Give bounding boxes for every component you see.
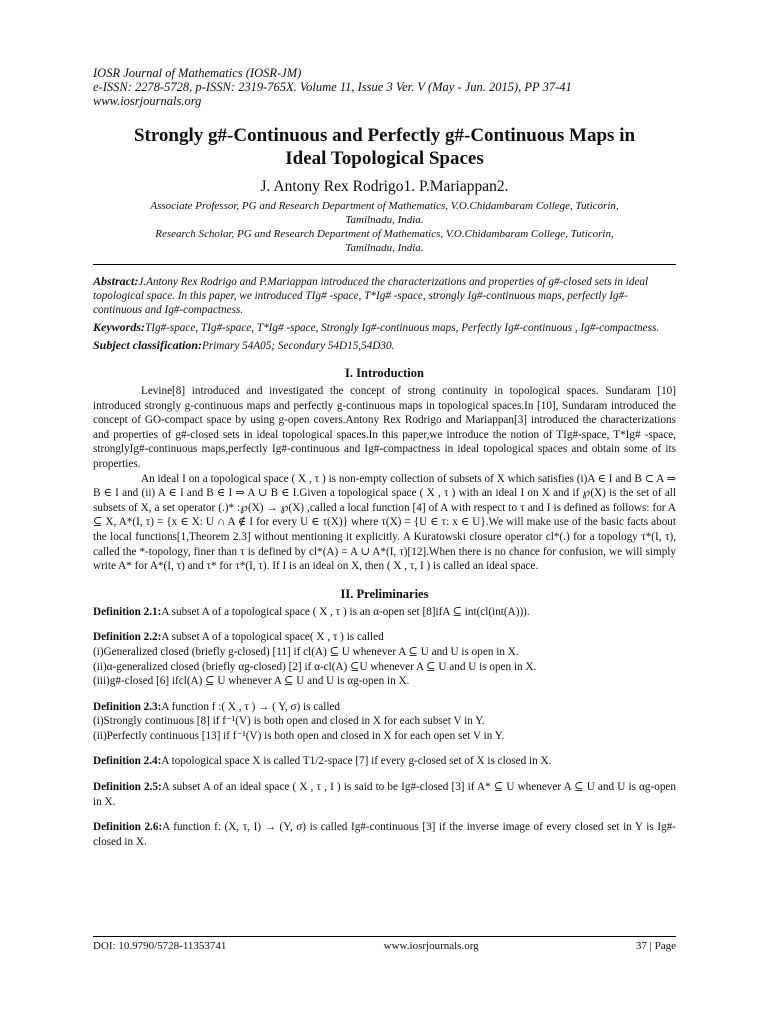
title-line-1: Strongly g#-Continuous and Perfectly g#-Continuous Maps in <box>133 125 636 146</box>
footer-doi: DOI: 10.9790/5728-11353741 <box>93 940 227 952</box>
definition-label: Definition 2.5: <box>93 781 162 794</box>
authors: J. Antony Rex Rodrigo1. P.Mariappan2. <box>260 178 509 195</box>
definition-2-3: Definition 2.3:A function f :( X , τ ) → ( Y, σ) is called (i)Strongly continuous [8] if f⁻¹(V) is both open and closed in X for each subset V in Y. (ii)Perfectly continuous [13] if f⁻¹(V) is both open and closed in X for each open set V in Y. <box>93 700 505 742</box>
definition-2-5: Definition 2.5:A subset A of an ideal space ( X , τ , I ) is said to be Ig#-closed [3] if A* ⊆ U whenever A ⊆ U and U is αg-open in X. <box>93 781 676 808</box>
affiliation-1b: Tamilnadu, India. <box>345 214 424 226</box>
subject-label: Subject classification: <box>93 338 202 352</box>
keywords-text: TIg#-space, TIg#-space, T*Ig# -space, Strongly Ig#-continuous maps, Perfectly Ig#-continuous , Ig#-compactness. <box>145 322 660 334</box>
subject-classification <box>93 338 676 353</box>
definition-2-4: Definition 2.4:A topological space X is called T1/2-space [7] if every g-closed set of X is closed in X. <box>93 755 552 768</box>
definition-2-2: Definition 2.2:A subset A of a topological space( X , τ ) is called (i)Generalized closed (briefly g-closed) [11] if cl(A) ⊆ U whenever A ⊆ U and U is open in X. (ii)α-generalized closed (briefly αg-closed) [2] if α-cl(A) ⊆U whenever A ⊆ U and U is open in X. (iii)g#-closed [6] ifcl(A) ⊆ U whenever A ⊆ U and U is αg-open in X. <box>93 631 537 688</box>
footer-site-link[interactable]: www.iosrjournals.org <box>383 940 479 952</box>
divider <box>93 264 676 265</box>
abstract <box>93 274 676 317</box>
section-heading-preliminaries: II. Preliminaries <box>340 586 429 601</box>
intro-paragraph-2: An ideal I on a topological space ( X , τ ) is non-empty collection of subsets of X which satisfies (i)A ∈ I and B ⊂ A ⇒ B ∈ I and (ii) A ∈ I and B ∈ I ⇒ A ∪ B ∈ I.Given a topological space ( X , τ ) with an ideal I on X and if ℘(X) is the set of all subsets of X, a set operator (.)* :℘(X) → ℘(X) ,called a local function [4] of A with respect to τ and I is defined as follows: for A ⊆ X, A*(I, τ) = {x ∈ X: U ∩ A ∉ I for every U ∈ τ(X)} where τ(X) = {U ∈ τ: x ∈ U}.We will make use of the basic facts about the local functions[1,Theorem 2.3] without mentioning it explicitly. A Kuratowski closure operator cl*(.) for a topology τ*(I, τ), called the *-topology, finer than τ is defined by cl*(A) = A ∪ A*(I, τ)[12].When there is no chance for confusion, we will simply write A* for A*(I, τ) and τ* for τ*(I, τ). If I is an ideal on X, then ( X , τ, I ) is called an ideal space. <box>93 472 676 573</box>
footer-page-number: 37 | Page <box>635 940 676 952</box>
abstract-label: Abstract: <box>93 274 139 288</box>
title-line-2: Ideal Topological Spaces <box>285 148 484 169</box>
journal-website: www.iosrjournals.org <box>93 94 202 108</box>
section-heading-introduction: I. Introduction <box>345 366 424 380</box>
keywords-label: Keywords: <box>93 320 145 334</box>
definition-label: Definition 2.3: <box>93 700 162 713</box>
intro-paragraph-1: Levine[8] introduced and investigated the concept of strong continuity in topological spaces. Sundaram [10] introduced strongly g-continuous maps and perfectly g-continuous maps in topological spaces.In [10], Sundaram introduced the concept of GO-compact space by using g-open covers.Antony Rex Rodrigo and Mariappan[3] introduced the characterizations and properties of g#-closed sets in ideal topological spaces.In this paper,we introduce the notion of TIg#-space, T*Ig# -space, stronglyIg#-continuous maps,perfectly Ig#-continuous and Ig#-compactness in ideal topological spaces and obtain some of its properties. <box>93 385 676 470</box>
journal-issn: e-ISSN: 2278-5728, p-ISSN: 2319-765X. Volume 11, Issue 3 Ver. V (May - Jun. 2015), PP 37-41 <box>93 80 572 94</box>
subject-text: Primary 54A05; Secondary 54D15,54D30. <box>202 340 395 352</box>
definition-2-1: Definition 2.1:A subset A of a topological space ( X , τ ) is an α-open set [8]ifA ⊆ int(cl(int(A))). <box>93 605 530 618</box>
journal-name: IOSR Journal of Mathematics (IOSR-JM) <box>93 66 302 80</box>
definition-label: Definition 2.2: <box>93 631 162 644</box>
affiliation-1a: Associate Professor, PG and Research Department of Mathematics, V.O.Chidambaram College, Tuticorin, <box>150 200 619 212</box>
paper-title <box>93 124 676 170</box>
page-footer <box>93 936 676 952</box>
affiliation-2b: Tamilnadu, India. <box>345 242 424 254</box>
definitions-list <box>93 605 676 850</box>
paper-page <box>93 66 676 860</box>
definition-label: Definition 2.4: <box>93 755 162 768</box>
definition-label: Definition 2.6: <box>93 821 163 834</box>
abstract-text: J.Antony Rex Rodrigo and P.Mariappan introduced the characterizations and properties of g#-closed sets in ideal topological space. In this paper, we introduced TIg# -space, T*Ig# -space, strongly Ig#-continuous maps, perfectly Ig#-continuous and Ig#-compactness. <box>93 276 649 316</box>
definition-2-6: Definition 2.6:A function f: (X, τ, I) → (Y, σ) is called Ig#-continuous [3] if the inverse image of every closed set in Y is Ig#-closed in X. <box>93 821 676 848</box>
keywords <box>93 320 676 335</box>
definition-label: Definition 2.1: <box>93 605 162 618</box>
affiliation-2a: Research Scholar, PG and Research Department of Mathematics, V.O.Chidambaram College, Tuticorin, <box>155 228 614 240</box>
